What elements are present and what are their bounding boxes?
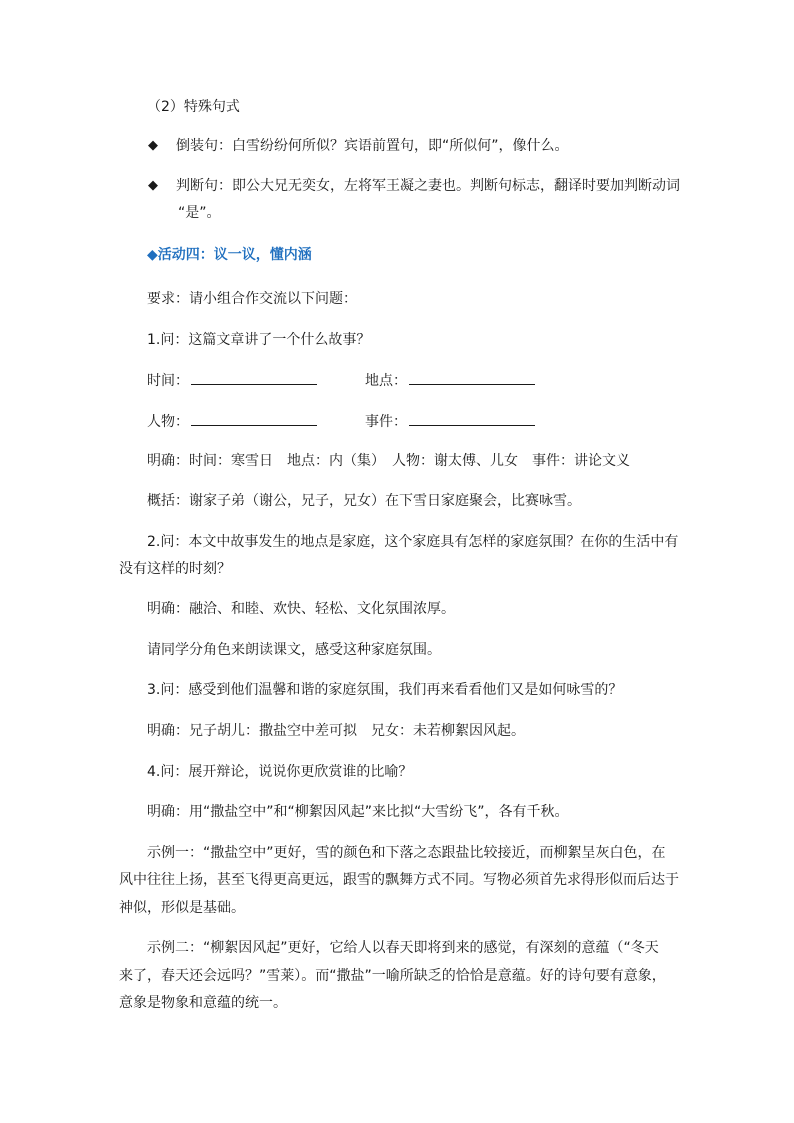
answer-4: 明确：用“撒盐空中”和“柳絮因风起”来比拟“大雪纷飞”，各有千秋。 [147, 804, 569, 820]
judgment-sentence-continuation: “是”。 [178, 205, 221, 221]
question-4: 4.问：展开辩论，说说你更欣赏谁的比喻？ [147, 764, 413, 780]
answer-3: 明确：兄子胡儿：撒盐空中差可拟 兄女：未若柳絮因风起。 [147, 723, 525, 739]
example-2-line-2: 来了，春天还会远吗？”雪莱）。而“撒盐”一喻所缺乏的恰恰是意蕴。好的诗句要有意象， [119, 968, 666, 984]
event-field [365, 411, 535, 432]
judgment-sentence-text: 判断句：即公大兄无奕女，左将军王凝之妻也。判断句标志，翻译时要加判断动词 [176, 178, 680, 194]
question-2-line-2: 没有这样的时刻？ [119, 561, 231, 577]
people-field [147, 411, 317, 432]
people-blank [191, 411, 317, 426]
question-3: 3.问：感受到他们温馨和谐的家庭氛围，我们再来看看他们又是如何咏雪的？ [147, 682, 623, 698]
question-1: 1.问：这篇文章讲了一个什么故事？ [147, 332, 371, 348]
place-field [365, 370, 535, 391]
example-2-line-3: 意象是物象和意蕴的统一。 [119, 995, 287, 1011]
place-blank [409, 370, 535, 385]
activity-heading: ◆活动四：议一议，懂内涵 [147, 247, 312, 263]
section-title: （2）特殊句式 [147, 99, 240, 115]
diamond-bullet-icon: ◆ [148, 138, 158, 153]
example-1-line-3: 神似，形似是基础。 [119, 900, 245, 916]
people-label: 人物： [147, 414, 189, 430]
place-label: 地点： [365, 373, 407, 389]
time-blank [191, 370, 317, 385]
example-1-line-1: 示例一：“撒盐空中”更好，雪的颜色和下落之态跟盐比较接近，而柳絮呈灰白色，在 [147, 845, 666, 861]
event-blank [409, 411, 535, 426]
instruction-text: 请同学分角色来朗读课文，感受这种家庭氛围。 [147, 642, 441, 658]
answer-2: 明确：融洽、和睦、欢快、轻松、文化氛围浓厚。 [147, 601, 455, 617]
question-2-line-1: 2.问：本文中故事发生的地点是家庭，这个家庭具有怎样的家庭氛围？在你的生活中有 [147, 534, 679, 550]
event-label: 事件： [365, 414, 407, 430]
inversion-sentence-text: 倒装句：白雪纷纷何所似？宾语前置句，即“所似何”，像什么。 [176, 138, 569, 154]
requirement-text: 要求：请小组合作交流以下问题： [147, 291, 357, 307]
time-place-row [147, 370, 317, 391]
example-2-line-1: 示例二：“柳絮因风起”更好，它给人以春天即将到来的感觉，有深刻的意蕴（“冬天 [147, 940, 659, 956]
example-1-line-2: 风中往往上扬，甚至飞得更高更远，跟雪的飘舞方式不同。写物必须首先求得形似而后达于 [119, 872, 679, 888]
time-label: 时间： [147, 373, 189, 389]
summary-text: 概括：谢家子弟（谢公，兄子，兄女）在下雪日家庭聚会，比赛咏雪。 [147, 493, 581, 509]
diamond-bullet-icon: ◆ [148, 178, 158, 193]
answer-1: 明确：时间：寒雪日 地点：内（集） 人物：谢太傅、儿女 事件：讲论文义 [147, 453, 630, 469]
